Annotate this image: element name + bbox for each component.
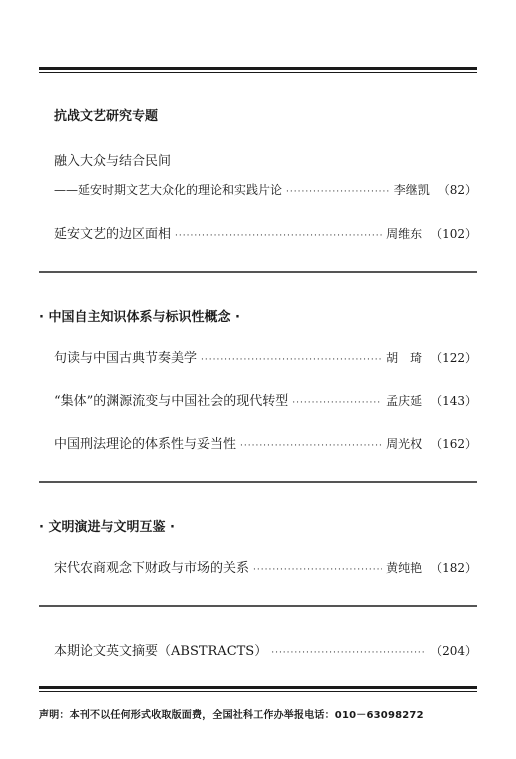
entry-title: 句读与中国古典节奏美学 bbox=[54, 351, 198, 366]
leader-dots bbox=[286, 188, 390, 197]
entry-author: 黄纯艳 bbox=[386, 561, 423, 575]
entry-title: 宋代农商观念下财政与市场的关系 bbox=[54, 561, 250, 576]
toc-entry[interactable] bbox=[54, 557, 477, 576]
toc-entry[interactable] bbox=[54, 347, 477, 366]
leader-dots bbox=[201, 356, 382, 365]
leader-dots bbox=[292, 399, 382, 408]
entry-author: 胡 琦 bbox=[386, 351, 423, 365]
toc-entry[interactable] bbox=[54, 640, 477, 659]
toc-entry[interactable] bbox=[54, 223, 477, 242]
entry-page: （143） bbox=[430, 394, 477, 408]
section-heading-knowledge-system: · 中国自主知识体系与标识性概念 · bbox=[39, 310, 240, 325]
entry-page: （122） bbox=[430, 351, 477, 365]
entry-title: “集体”的渊源流变与中国社会的现代转型 bbox=[54, 394, 289, 409]
entry-page: （102） bbox=[430, 227, 477, 241]
entry-author: 周光权 bbox=[386, 437, 423, 451]
toc-entry[interactable] bbox=[54, 181, 477, 198]
bottom-double-rule bbox=[39, 686, 477, 692]
section-divider bbox=[39, 271, 477, 273]
toc-entry[interactable] bbox=[54, 433, 477, 452]
entry-title: 融入大众与结合民间 bbox=[54, 154, 172, 169]
entry-subtitle: ——延安时期文艺大众化的理论和实践片论 bbox=[54, 183, 283, 197]
entry-page: （204） bbox=[430, 644, 477, 658]
leader-dots bbox=[240, 442, 382, 451]
leader-dots bbox=[271, 649, 426, 658]
entry-page: （182） bbox=[430, 561, 477, 575]
entry-title: 延安文艺的边区面相 bbox=[54, 227, 172, 242]
footer-notice: 声明：本刊不以任何形式收取版面费，全国社科工作办举报电话：010－63098272 bbox=[39, 710, 424, 721]
leader-dots bbox=[175, 232, 382, 241]
entry-page: （162） bbox=[430, 437, 477, 451]
leader-dots bbox=[253, 566, 382, 575]
entry-title: 本期论文英文摘要（ABSTRACTS） bbox=[54, 644, 268, 659]
entry-author: 周维东 bbox=[386, 227, 423, 241]
section-heading-civilization: · 文明演进与文明互鉴 · bbox=[39, 520, 175, 535]
entry-title: 中国刑法理论的体系性与妥当性 bbox=[54, 437, 237, 452]
entry-author: 孟庆延 bbox=[386, 394, 423, 408]
section-divider bbox=[39, 481, 477, 483]
toc-entry[interactable] bbox=[54, 150, 477, 169]
entry-page: （82） bbox=[437, 183, 477, 197]
entry-author: 李继凯 bbox=[393, 183, 430, 197]
toc-entry[interactable] bbox=[54, 390, 477, 409]
section-heading-anti-war-literature: 抗战文艺研究专题 bbox=[54, 109, 159, 124]
section-divider bbox=[39, 605, 477, 607]
top-double-rule bbox=[39, 67, 477, 73]
